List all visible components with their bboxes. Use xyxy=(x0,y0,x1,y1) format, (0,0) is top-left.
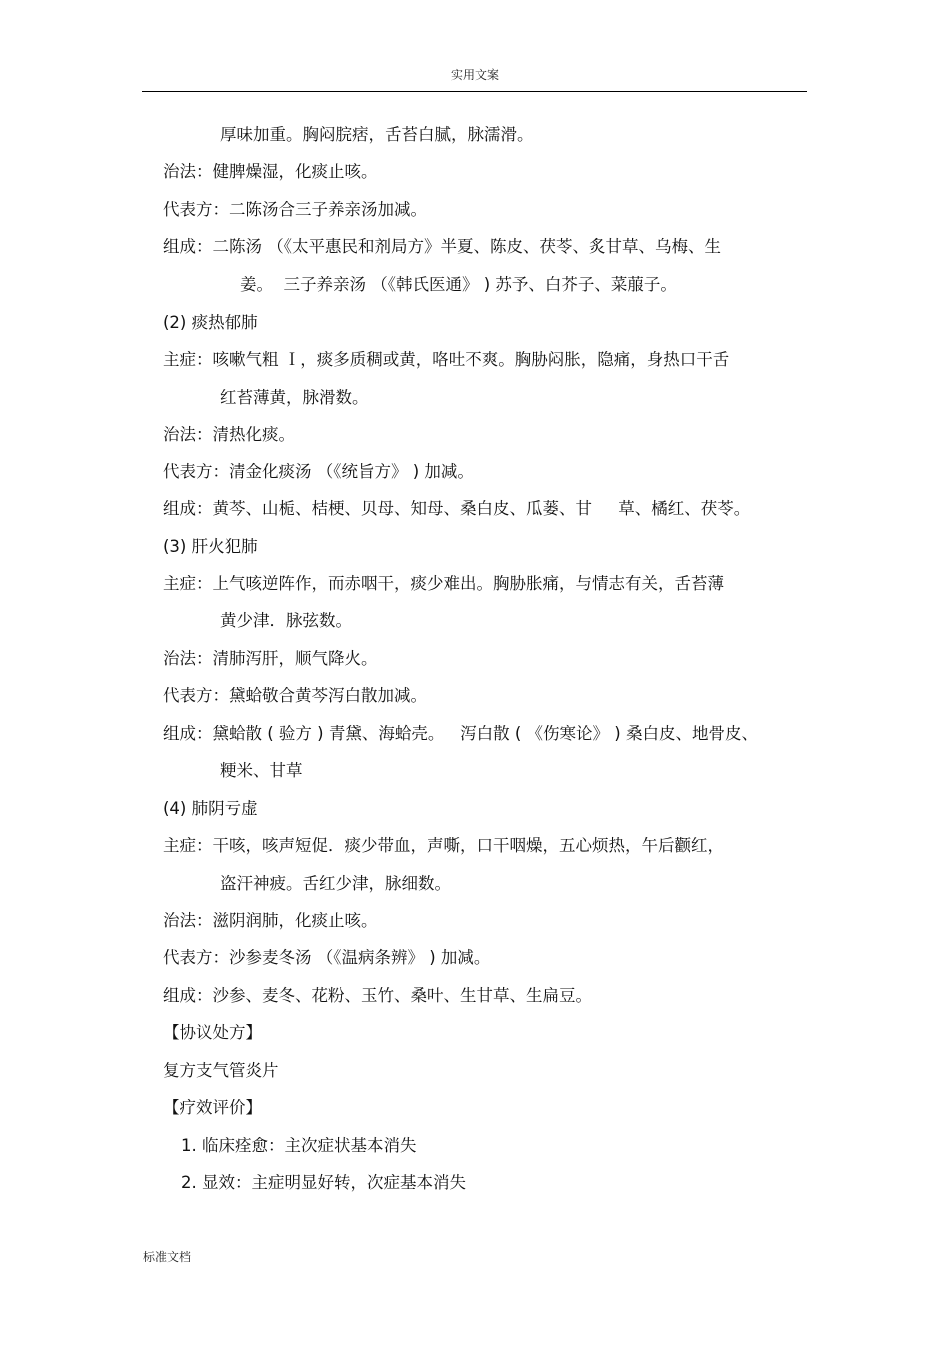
page-header: 实用文案 xyxy=(450,68,499,82)
body-line: 主症：上气咳逆阵作，而赤咽干，痰少难出。胸胁胀痛，与情志有关，舌苔薄 xyxy=(163,574,724,593)
list-item: 1. 临床痊愈：主次症状基本消失 xyxy=(181,1136,417,1155)
body-line: 粳米、甘草 xyxy=(220,761,303,780)
body-line: 代表方：黛蛤敬合黄芩泻白散加减。 xyxy=(163,686,427,705)
body-line: 主症：干咳，咳声短促．痰少带血，声嘶，口干咽燥，五心烦热，午后颧红， xyxy=(163,836,724,855)
section-heading: (4) 肺阴亏虚 xyxy=(163,799,258,818)
body-line: 代表方：沙参麦冬汤 （《温病条辨》 ) 加减。 xyxy=(163,948,491,967)
section-heading: (3) 肝火犯肺 xyxy=(163,537,258,556)
body-line: 治法：清热化痰。 xyxy=(163,425,295,444)
body-line: 复方支气管炎片 xyxy=(163,1061,279,1080)
body-line: 盗汗神疲。舌红少津，脉细数。 xyxy=(220,874,451,893)
list-item: 2. 显效：主症明显好转，次症基本消失 xyxy=(181,1173,466,1192)
body-line: 红苔薄黄，脉滑数。 xyxy=(220,388,369,407)
body-line: 厚味加重。胸闷脘痞，舌苔白腻，脉濡滑。 xyxy=(220,125,534,144)
body-line: 姜。 三子养亲汤 （《韩氏医通》 ) 苏予、白芥子、菜菔子。 xyxy=(240,275,677,294)
page-footer: 标准文档 xyxy=(143,1250,192,1264)
body-line: 组成：沙参、麦冬、花粉、玉竹、桑叶、生甘草、生扁豆。 xyxy=(163,986,592,1005)
body-line: 组成：黛蛤散 ( 验方 ) 青黛、海蛤壳。 泻白散 ( 《伤寒论》 ) 桑白皮、地骨皮、 xyxy=(163,724,758,743)
body-line: 组成：黄芩、山栀、桔梗、贝母、知母、桑白皮、瓜蒌、甘 草、橘红、茯苓。 xyxy=(163,499,751,518)
body-line: 黄少津．脉弦数。 xyxy=(220,611,352,630)
body-line: 治法：健脾燥湿，化痰止咳。 xyxy=(163,162,378,181)
body-line: 治法：滋阴润肺，化痰止咳。 xyxy=(163,911,378,930)
section-heading: 【疗效评价】 xyxy=(163,1098,262,1117)
body-line: 代表方：二陈汤合三子养亲汤加减。 xyxy=(163,200,427,219)
section-heading: 【协议处方】 xyxy=(163,1023,262,1042)
body-line: 组成：二陈汤 （《太平惠民和剂局方》半夏、陈皮、茯苓、炙甘草、乌梅、生 xyxy=(163,237,721,256)
section-heading: (2) 痰热郁肺 xyxy=(163,313,258,332)
body-line: 治法：清肺泻肝，顺气降火。 xyxy=(163,649,378,668)
header-rule xyxy=(142,91,807,92)
body-line: 主症：咳嗽气粗 Ｉ，痰多质稠或黄，咯吐不爽。胸胁闷胀，隐痛，身热口干舌 xyxy=(163,350,730,369)
body-line: 代表方：清金化痰汤 （《统旨方》 ) 加减。 xyxy=(163,462,474,481)
